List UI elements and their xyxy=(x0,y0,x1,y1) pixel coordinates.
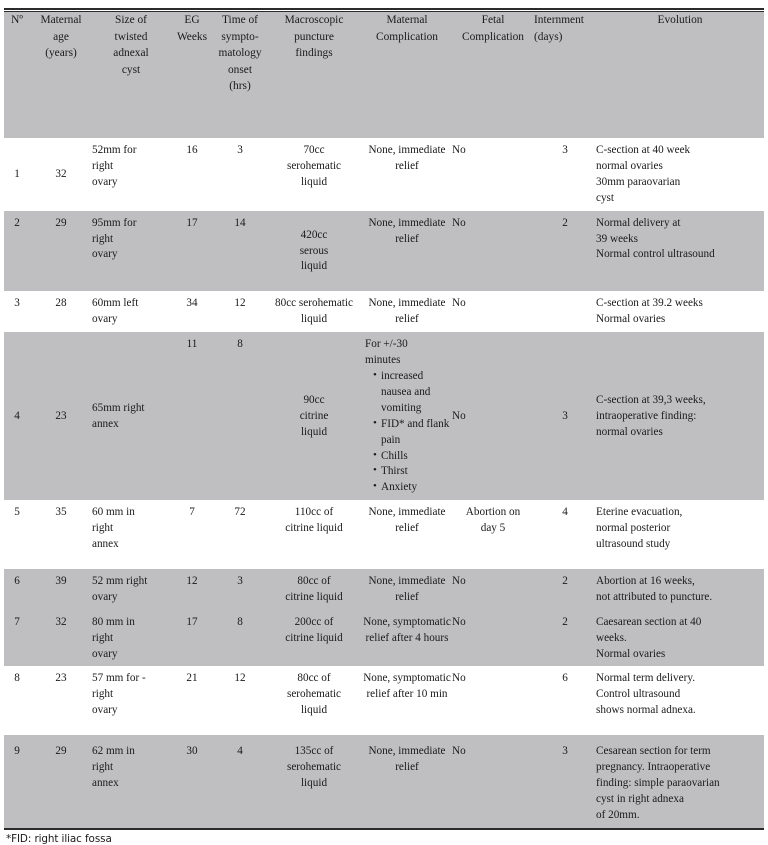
text-line: Normal control ultrasound xyxy=(596,248,715,261)
cell-eg-weeks: 11 xyxy=(170,332,214,500)
header-line: Size of xyxy=(115,14,147,26)
cell-maternal-complication xyxy=(362,291,452,332)
cell-macroscopic-findings xyxy=(266,332,362,500)
text-line: ovary xyxy=(92,704,118,717)
cell-fetal-complication: No xyxy=(452,569,534,610)
text-line: serohematic xyxy=(286,688,342,701)
cell-macroscopic-findings xyxy=(266,500,362,557)
spacer-cell xyxy=(30,279,92,291)
header-line: Evolution xyxy=(657,14,703,26)
header-line: (years) xyxy=(45,47,77,60)
cell-fetal-complication: No xyxy=(452,332,534,500)
text-line: 52 mm right xyxy=(92,574,148,587)
cell-maternal-age: 29 xyxy=(30,211,92,280)
cell-maternal-age: 32 xyxy=(55,167,67,180)
cell-eg-weeks: 12 xyxy=(170,569,214,610)
text-line: 62 mm in xyxy=(92,745,135,758)
cell-cyst-size xyxy=(92,291,170,332)
text-line: liquid xyxy=(300,260,328,273)
cell-evolution xyxy=(596,211,764,280)
header-line: twisted xyxy=(114,30,148,43)
spacer-cell xyxy=(452,279,534,291)
text-line: annex xyxy=(92,417,119,430)
cell-macroscopic-findings xyxy=(266,569,362,610)
cell-maternal-age: 29 xyxy=(30,735,92,828)
column-header-evolution xyxy=(596,12,764,138)
cell-evolution xyxy=(596,569,764,610)
text-line: intraoperative finding: xyxy=(596,409,697,422)
cell-maternal-age: 39 xyxy=(30,569,92,610)
cell-eg-weeks: 17 xyxy=(170,610,214,667)
text-line: right xyxy=(92,159,114,172)
table-footnote: *FID: right iliac fossa xyxy=(6,832,112,845)
column-header-macroscopic-findings xyxy=(266,12,362,138)
table-row xyxy=(4,666,764,723)
cell-internment-days: 2 xyxy=(534,610,596,667)
table-row xyxy=(4,610,764,667)
text-line: cyst xyxy=(596,191,615,204)
header-line: Internment xyxy=(534,14,584,26)
cell-evolution xyxy=(596,138,764,211)
cell-number: 7 xyxy=(4,610,30,667)
table-bottom-rule xyxy=(4,828,764,830)
spacer-cell xyxy=(30,723,92,735)
text-line: relief after 4 hours xyxy=(365,631,449,644)
text-line: None, immediate xyxy=(368,144,446,156)
cell-evolution xyxy=(596,500,764,557)
text-line: right xyxy=(92,761,114,774)
cell-eg-weeks: 34 xyxy=(186,297,198,310)
text-line: weeks. xyxy=(596,631,627,644)
text-line: minutes xyxy=(365,354,401,367)
row-spacer xyxy=(4,557,764,569)
text-line: normal ovaries xyxy=(596,159,663,172)
cell-eg-weeks: 16 xyxy=(186,144,198,156)
header-line: adnexal xyxy=(113,47,149,60)
text-line: Eterine evacuation, xyxy=(596,506,683,519)
text-line: C-section at 39.2 weeks xyxy=(596,297,703,310)
text-line: serous xyxy=(299,244,329,257)
spacer-cell xyxy=(170,279,214,291)
text-line: ultrasound study xyxy=(596,538,671,551)
cell-maternal-complication xyxy=(362,211,452,280)
cell-fetal-complication: No xyxy=(452,672,466,685)
text-line: None, symptomatic xyxy=(363,615,451,628)
text-line: None, immediate xyxy=(368,216,446,229)
cell-symptom-onset-time: 14 xyxy=(214,211,266,280)
spacer-cell xyxy=(266,279,362,291)
cell-internment-days: 2 xyxy=(534,211,596,280)
cell-fetal-complication: No xyxy=(452,610,534,667)
cell-evolution xyxy=(596,291,764,332)
spacer-cell xyxy=(534,723,596,735)
cell-maternal-age: 23 xyxy=(55,672,67,685)
spacer-cell xyxy=(4,723,30,735)
table-row xyxy=(4,211,764,280)
cell-cyst-size xyxy=(92,569,170,610)
header-line: Fetal xyxy=(481,14,505,26)
text-line: • Anxiety xyxy=(381,481,418,494)
cell-number: 9 xyxy=(4,735,30,828)
text-line: 52mm for xyxy=(92,144,137,156)
table-row xyxy=(4,332,764,500)
header-line: onset xyxy=(227,63,253,76)
cell-cyst-size xyxy=(92,610,170,667)
text-line: ovary xyxy=(92,248,118,261)
table-row xyxy=(4,138,764,211)
header-line: Complication xyxy=(375,30,438,43)
text-line: relief xyxy=(395,313,419,326)
text-line: serohematic xyxy=(286,159,342,172)
text-line: relief xyxy=(395,761,419,774)
text-line: day 5 xyxy=(480,522,506,535)
cell-maternal-complication xyxy=(362,666,452,723)
cell-symptom-onset-time: 8 xyxy=(214,332,266,500)
text-line: nausea and xyxy=(381,385,431,398)
cell-fetal-complication xyxy=(452,500,534,557)
cell-maternal-complication xyxy=(362,569,452,610)
text-line: • Chills xyxy=(381,449,408,462)
column-header-symptom-onset-time xyxy=(214,12,266,138)
cell-cyst-size xyxy=(92,735,170,828)
header-line: puncture xyxy=(294,30,334,43)
cell-number: 5 xyxy=(14,506,20,519)
spacer-cell xyxy=(596,279,764,291)
cell-cyst-size xyxy=(92,332,170,500)
text-line: C-section at 39,3 weeks, xyxy=(596,393,706,406)
text-line: • FID* and flank xyxy=(381,417,450,430)
cell-evolution xyxy=(596,610,764,667)
text-line: liquid xyxy=(300,425,328,438)
cell-eg-weeks: 7 xyxy=(189,506,195,519)
header-line: sympto- xyxy=(221,30,259,43)
spacer-cell xyxy=(92,723,170,735)
text-line: 80 mm in xyxy=(92,615,135,628)
text-line: Cesarean section for term xyxy=(596,745,711,758)
header-line: age xyxy=(53,30,69,43)
text-line: Caesarean section at 40 xyxy=(596,615,702,628)
cell-symptom-onset-time: 12 xyxy=(234,297,246,310)
cell-symptom-onset-time: 3 xyxy=(214,569,266,610)
text-line: relief xyxy=(395,159,419,172)
text-line: • increased xyxy=(381,369,424,382)
text-line: 65mm right xyxy=(92,401,145,414)
cell-cyst-size xyxy=(92,500,170,557)
spacer-cell xyxy=(534,279,596,291)
spacer-cell xyxy=(534,557,596,569)
text-line: liquid xyxy=(300,313,328,326)
text-line: liquid xyxy=(300,777,328,789)
cell-number: 1 xyxy=(14,167,20,180)
spacer-cell xyxy=(92,557,170,569)
list-item xyxy=(373,464,452,480)
cell-maternal-complication xyxy=(362,610,452,667)
text-line: citrine liquid xyxy=(285,631,343,644)
spacer-cell xyxy=(596,723,764,735)
list-item xyxy=(373,369,452,417)
spacer-cell xyxy=(266,723,362,735)
text-line: Normal delivery at xyxy=(596,216,681,229)
text-line: normal ovaries xyxy=(596,425,663,438)
column-header-internment-days xyxy=(534,12,596,138)
text-line: shows normal adnexa. xyxy=(596,704,696,717)
text-line: right xyxy=(92,232,114,245)
cell-macroscopic-findings xyxy=(266,666,362,723)
cell-maternal-age: 32 xyxy=(30,610,92,667)
header-line: matology xyxy=(218,47,262,60)
list-item xyxy=(373,417,452,449)
column-header-cyst-size xyxy=(92,12,170,138)
text-line: Abortion at 16 weeks, xyxy=(596,574,695,587)
text-line: right xyxy=(92,631,114,644)
table-row xyxy=(4,291,764,332)
text-line: None, symptomatic xyxy=(363,672,451,685)
text-line: annex xyxy=(92,538,119,551)
text-line: Abortion on xyxy=(465,506,521,519)
cell-symptom-onset-time: 4 xyxy=(214,735,266,828)
cell-internment-days: 3 xyxy=(562,144,568,156)
text-line: 95mm for xyxy=(92,216,137,229)
column-header-fetal-complication xyxy=(452,12,534,138)
spacer-cell xyxy=(92,279,170,291)
cell-internment-days: 3 xyxy=(534,735,596,828)
text-line: right xyxy=(92,688,114,701)
header-line: cyst xyxy=(121,63,141,76)
spacer-cell xyxy=(170,723,214,735)
text-line: • Thirst xyxy=(381,465,408,478)
cell-maternal-age: 35 xyxy=(55,506,67,519)
text-line: relief after 10 min xyxy=(366,688,448,701)
header-line: Nº xyxy=(11,14,23,26)
cell-cyst-size xyxy=(92,666,170,723)
text-line: 90cc xyxy=(303,393,325,406)
cell-number: 2 xyxy=(4,211,30,280)
header-line: Macroscopic xyxy=(284,14,344,26)
cell-evolution xyxy=(596,735,764,828)
cell-eg-weeks: 30 xyxy=(170,735,214,828)
cell-macroscopic-findings xyxy=(266,211,362,280)
cell-fetal-complication: No xyxy=(452,211,534,280)
cell-evolution xyxy=(596,332,764,500)
table-row xyxy=(4,500,764,557)
text-line: 80cc of xyxy=(297,574,331,587)
text-line: None, immediate xyxy=(368,506,446,519)
row-spacer xyxy=(4,279,764,291)
text-line: annex xyxy=(92,777,119,789)
spacer-cell xyxy=(30,557,92,569)
header-row xyxy=(4,12,764,138)
column-header-eg-weeks xyxy=(170,12,214,138)
cell-macroscopic-findings xyxy=(266,610,362,667)
text-line: 200cc of xyxy=(294,615,334,628)
spacer-cell xyxy=(170,557,214,569)
table-row xyxy=(4,569,764,610)
cell-eg-weeks: 21 xyxy=(186,672,198,685)
cell-fetal-complication: No xyxy=(452,144,466,156)
cell-maternal-age: 23 xyxy=(30,332,92,500)
text-line: 135cc of xyxy=(294,745,334,758)
spacer-cell xyxy=(596,557,764,569)
text-line: 110cc of xyxy=(294,506,334,519)
text-line: liquid xyxy=(300,175,328,188)
cell-fetal-complication: No xyxy=(452,735,534,828)
text-line: Normal ovaries xyxy=(596,313,666,326)
header-line: Complication xyxy=(461,30,524,43)
text-line: 80cc serohematic xyxy=(275,297,353,310)
header-line: Maternal xyxy=(40,14,82,26)
cell-number: 4 xyxy=(4,332,30,500)
clinical-cases-table xyxy=(4,12,764,828)
text-line: of 20mm. xyxy=(596,808,640,821)
cell-maternal-complication xyxy=(362,735,452,828)
list-item xyxy=(373,449,452,465)
text-line: finding: simple paraovarian xyxy=(596,777,720,789)
table-body xyxy=(4,138,764,828)
header-line: Time of xyxy=(222,14,258,26)
cell-internment-days xyxy=(534,291,596,332)
text-line: Control ultrasound xyxy=(596,688,681,701)
text-line: ovary xyxy=(92,313,118,326)
text-line: 420cc xyxy=(300,228,328,241)
cell-internment-days: 4 xyxy=(562,506,568,519)
text-line: cyst in right adnexa xyxy=(596,792,684,805)
column-header-number xyxy=(4,12,30,138)
text-line: liquid xyxy=(300,704,328,717)
cell-symptom-onset-time: 3 xyxy=(237,144,243,156)
cell-internment-days: 6 xyxy=(562,672,568,685)
cell-eg-weeks: 17 xyxy=(170,211,214,280)
header-line: findings xyxy=(295,47,333,60)
text-line: relief xyxy=(395,522,419,535)
cell-internment-days: 3 xyxy=(534,332,596,500)
column-header-maternal-age xyxy=(30,12,92,138)
cell-macroscopic-findings xyxy=(266,735,362,828)
text-line: For +/-30 xyxy=(365,338,408,351)
text-line: ovary xyxy=(92,175,118,188)
text-line: pain xyxy=(381,433,401,446)
text-line: serohematic xyxy=(286,761,342,774)
text-line: not attributed to puncture. xyxy=(596,590,713,603)
symptom-bullet-list xyxy=(364,369,452,496)
cell-evolution xyxy=(596,666,764,723)
text-line: citrine liquid xyxy=(285,590,343,603)
table-sheet xyxy=(0,8,768,845)
text-line: 80cc of xyxy=(297,672,331,685)
text-line: None, immediate xyxy=(368,745,446,758)
text-line: normal posterior xyxy=(596,522,671,535)
cell-maternal-age: 28 xyxy=(55,297,67,310)
text-line: pregnancy. Intraoperative xyxy=(596,761,711,774)
text-line: 60mm left xyxy=(92,297,139,310)
text-line: vomiting xyxy=(381,401,422,414)
text-line: C-section at 40 week xyxy=(596,144,691,156)
text-line: ovary xyxy=(92,647,118,660)
cell-macroscopic-findings xyxy=(266,291,362,332)
text-line: None, immediate xyxy=(368,297,446,310)
spacer-cell xyxy=(214,279,266,291)
text-line: ovary xyxy=(92,590,118,603)
text-line: Normal term delivery. xyxy=(596,672,695,685)
text-line: 39 weeks xyxy=(596,232,638,245)
cell-fetal-complication: No xyxy=(452,297,466,310)
cell-internment-days: 2 xyxy=(534,569,596,610)
spacer-cell xyxy=(452,723,534,735)
spacer-cell xyxy=(452,557,534,569)
text-line: 70cc xyxy=(303,144,325,156)
text-line: Normal ovaries xyxy=(596,647,666,660)
text-line: 60 mm in xyxy=(92,506,135,519)
spacer-cell xyxy=(4,557,30,569)
text-line: None, immediate xyxy=(368,574,446,587)
text-line: citrine xyxy=(299,409,329,422)
spacer-cell xyxy=(266,557,362,569)
cell-symptom-onset-time: 72 xyxy=(234,506,246,519)
column-header-maternal-complication xyxy=(362,12,452,138)
cell-symptom-onset-time: 12 xyxy=(234,672,246,685)
text-line: right xyxy=(92,522,114,535)
text-line: relief xyxy=(395,232,419,245)
header-line: Weeks xyxy=(176,30,208,43)
header-line: (days) xyxy=(534,30,563,43)
cell-number: 6 xyxy=(4,569,30,610)
spacer-cell xyxy=(214,723,266,735)
text-line: 57 mm for - xyxy=(92,672,146,685)
cell-macroscopic-findings xyxy=(266,138,362,211)
cell-cyst-size xyxy=(92,138,170,211)
text-line: relief xyxy=(395,590,419,603)
cell-maternal-complication xyxy=(362,332,452,500)
cell-symptom-onset-time: 8 xyxy=(214,610,266,667)
text-line: citrine liquid xyxy=(285,522,343,535)
cell-number: 3 xyxy=(14,297,20,310)
header-line: (hrs) xyxy=(229,80,251,93)
spacer-cell xyxy=(214,557,266,569)
spacer-cell xyxy=(362,279,452,291)
row-spacer xyxy=(4,723,764,735)
header-line: Maternal xyxy=(386,14,428,26)
cell-cyst-size xyxy=(92,211,170,280)
header-line: EG xyxy=(184,14,200,26)
spacer-cell xyxy=(362,723,452,735)
cell-maternal-complication xyxy=(362,500,452,557)
cell-maternal-complication xyxy=(362,138,452,211)
text-line: 30mm paraovarian xyxy=(596,175,681,188)
spacer-cell xyxy=(4,279,30,291)
list-item xyxy=(373,480,452,496)
table-header xyxy=(4,12,764,138)
spacer-cell xyxy=(362,557,452,569)
cell-number: 8 xyxy=(14,672,20,685)
table-row xyxy=(4,735,764,828)
